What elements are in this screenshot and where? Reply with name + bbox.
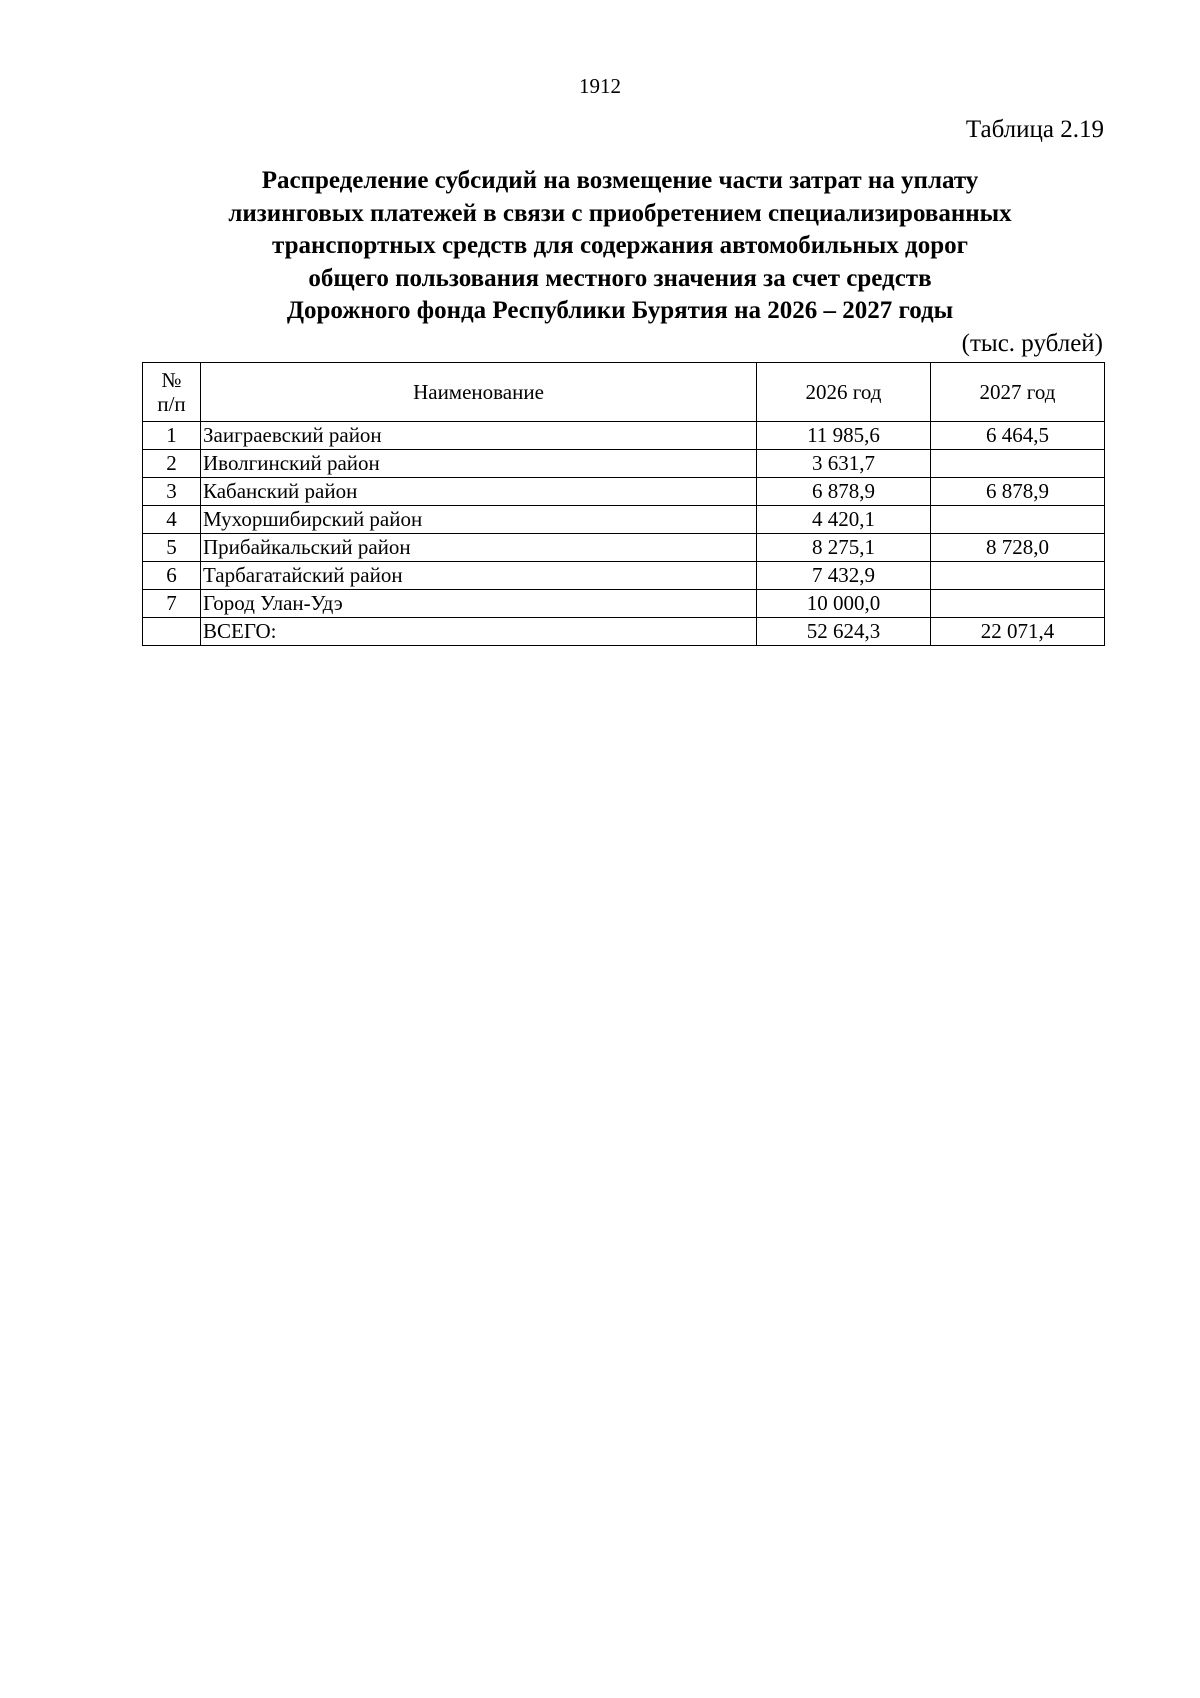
header-num <box>143 363 201 422</box>
table-row <box>143 478 1105 506</box>
row-value-2026: 8 275,1 <box>757 534 931 562</box>
table-total-row <box>143 618 1105 646</box>
row-name: Заиграевский район <box>201 422 757 450</box>
row-value-2026: 10 000,0 <box>757 590 931 618</box>
header-num-abbr: п/п <box>157 392 186 416</box>
row-name: Иволгинский район <box>201 450 757 478</box>
row-value-2026: 3 631,7 <box>757 450 931 478</box>
table-row <box>143 422 1105 450</box>
row-number: 2 <box>143 450 201 478</box>
table-row <box>143 450 1105 478</box>
title-line: транспортных средств для содержания автомобильных дорог <box>272 232 968 259</box>
title-line: лизинговых платежей в связи с приобретением специализированных <box>228 199 1012 227</box>
total-value-2027: 22 071,4 <box>931 618 1105 646</box>
title-line: Распределение субсидий на возмещение части затрат на уплату <box>261 167 979 194</box>
row-number: 7 <box>143 590 201 618</box>
table-row <box>143 534 1105 562</box>
page-number: 1912 <box>579 74 621 98</box>
row-number: 3 <box>143 478 201 506</box>
table-row <box>143 506 1105 534</box>
row-value-2026: 11 985,6 <box>757 422 931 450</box>
total-number <box>143 618 201 646</box>
row-value-2027 <box>931 562 1105 590</box>
row-number: 1 <box>143 422 201 450</box>
row-value-2026: 6 878,9 <box>757 478 931 506</box>
row-value-2027: 8 728,0 <box>931 534 1105 562</box>
row-number: 5 <box>143 534 201 562</box>
row-value-2027 <box>931 506 1105 534</box>
header-2026: 2026 год <box>757 363 931 422</box>
header-name: Наименование <box>201 363 757 422</box>
row-name: Прибайкальский район <box>201 534 757 562</box>
row-value-2026: 4 420,1 <box>757 506 931 534</box>
row-value-2027: 6 878,9 <box>931 478 1105 506</box>
table-row <box>143 590 1105 618</box>
row-name: Кабанский район <box>201 478 757 506</box>
row-value-2027 <box>931 450 1105 478</box>
table-header-row <box>143 363 1105 422</box>
header-num-symbol: № <box>161 368 182 392</box>
table-label: Таблица 2.19 <box>965 116 1104 143</box>
row-value-2026: 7 432,9 <box>757 562 931 590</box>
document-title <box>140 165 1100 328</box>
total-value-2026: 52 624,3 <box>757 618 931 646</box>
row-name: Мухоршибирский район <box>201 506 757 534</box>
row-name: Тарбагатайский район <box>201 562 757 590</box>
row-number: 6 <box>143 562 201 590</box>
row-value-2027: 6 464,5 <box>931 422 1105 450</box>
row-number: 4 <box>143 506 201 534</box>
title-line: Дорожного фонда Республики Бурятия на 2026 – 2027 годы <box>286 297 954 324</box>
header-2027: 2027 год <box>931 363 1105 422</box>
table-row <box>143 562 1105 590</box>
row-name: Город Улан-Удэ <box>201 590 757 618</box>
subsidy-table <box>142 362 1105 646</box>
title-line: общего пользования местного значения за счет средств <box>308 264 932 292</box>
row-value-2027 <box>931 590 1105 618</box>
total-label: ВСЕГО: <box>201 618 757 646</box>
units-note: (тыс. рублей) <box>961 330 1103 357</box>
